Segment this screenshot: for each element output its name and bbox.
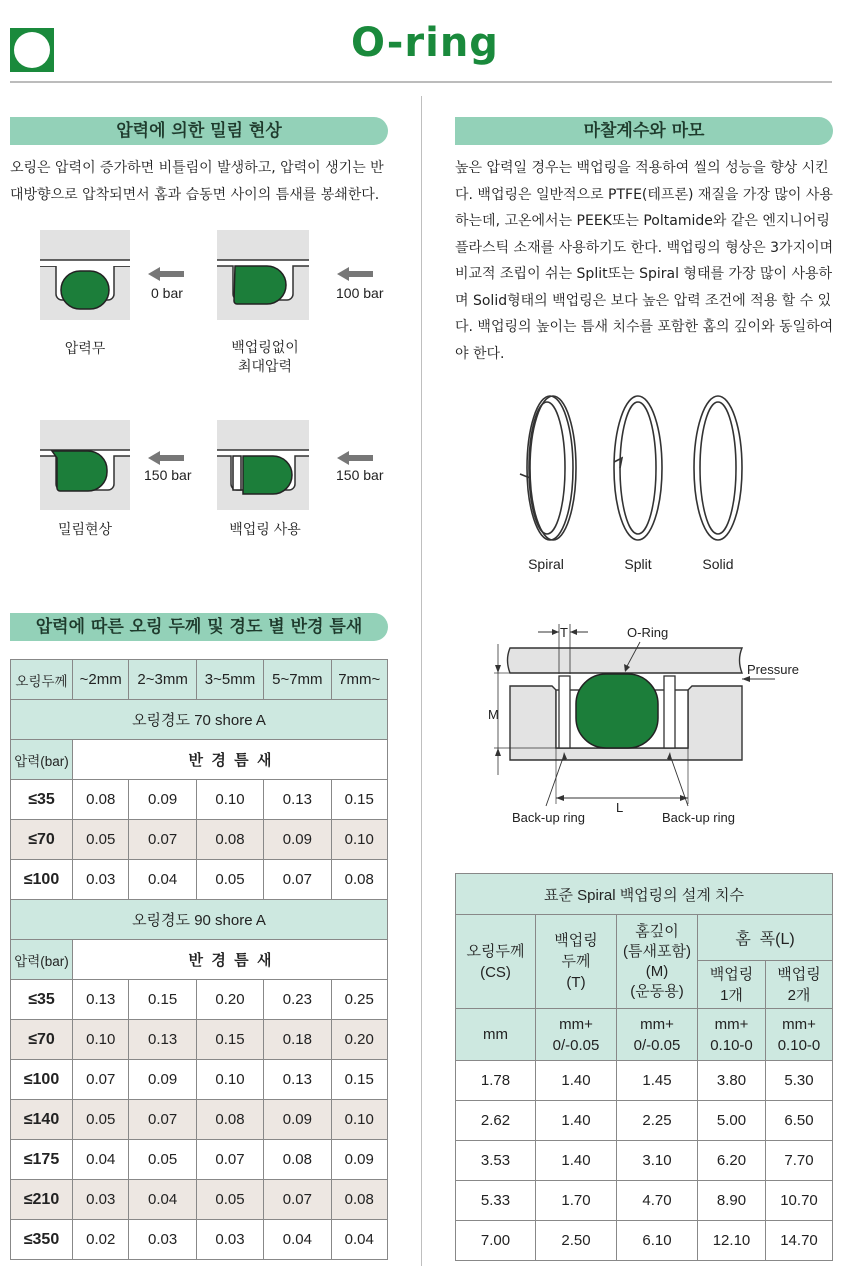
table-cell: 0.25 <box>331 980 387 1020</box>
pressure-label: 150 bar <box>336 467 384 483</box>
table-cell: 0.09 <box>129 780 196 820</box>
table-cell: 4.70 <box>617 1181 698 1221</box>
split-ring-icon <box>614 396 662 540</box>
column-header: 2~3mm <box>129 660 196 700</box>
arrow-icon <box>148 267 184 281</box>
table-cell: 0.13 <box>264 780 331 820</box>
table-cell: 0.13 <box>129 1020 196 1060</box>
table-cell: 0.09 <box>264 820 331 860</box>
group-title: 오링경도 70 shore A <box>11 700 388 740</box>
table-cell: 1.70 <box>536 1181 617 1221</box>
section-text-pressure-extrusion <box>10 155 390 208</box>
table-cell: 8.90 <box>698 1181 766 1221</box>
header-line: (M) <box>645 962 669 980</box>
text-line: 높은 압력일 경우는 백업링을 적용하여 씰의 성능을 향상 시킨 <box>455 160 829 176</box>
table-cell: 5.00 <box>698 1101 766 1141</box>
header-line: 1개 <box>720 986 743 1004</box>
table-cell: 0.04 <box>73 1140 129 1180</box>
dim-label-backup-left: Back-up ring <box>512 810 585 825</box>
table-cell: 0.15 <box>129 980 196 1020</box>
table-cell: 0.15 <box>331 780 387 820</box>
pressure-cell: ≤100 <box>11 860 73 900</box>
header-line: 두께 <box>561 953 591 970</box>
caption-line: 백업링 사용 <box>229 521 301 537</box>
table-cell: 14.70 <box>766 1221 833 1261</box>
table-cell: 6.50 <box>766 1101 833 1141</box>
title-divider <box>10 81 832 83</box>
table-cell: 0.08 <box>196 820 263 860</box>
header-m <box>617 915 698 1009</box>
table-cell: 6.10 <box>617 1221 698 1261</box>
text-line: 비교적 조립이 쉬는 Split또는 Spiral 형태를 가장 많이 사용하 <box>455 266 833 282</box>
header-line: 백업링 <box>777 965 821 983</box>
figure-with-backup-ring <box>217 420 309 510</box>
table-cell: 7.70 <box>766 1141 833 1181</box>
arrow-icon <box>148 451 184 465</box>
unit-cell: mm+ 0.10-0 <box>766 1009 833 1061</box>
table-cell: 0.07 <box>264 1180 331 1220</box>
text-line: 오링은 압력이 증가하면 비틀림이 발생하고, 압력이 생기는 반 <box>10 160 384 176</box>
table-cell: 0.10 <box>331 1100 387 1140</box>
dim-label-pressure: Pressure <box>747 662 800 677</box>
table-cell: 0.05 <box>129 1140 196 1180</box>
caption-line: 최대압력 <box>237 358 293 374</box>
dim-label-backup-right: Back-up ring <box>662 810 735 825</box>
pressure-cell: ≤175 <box>11 1140 73 1180</box>
table-cell: 0.20 <box>196 980 263 1020</box>
table-cell: 0.15 <box>331 1060 387 1100</box>
figure-caption <box>215 338 315 376</box>
pressure-cell: ≤140 <box>11 1100 73 1140</box>
caption-line: 백업링없이 <box>231 339 299 355</box>
header-thickness: 오링두께 <box>11 660 73 700</box>
table-cell: 0.13 <box>73 980 129 1020</box>
header-line: 백업링 <box>554 932 598 949</box>
table-cell: 0.07 <box>264 860 331 900</box>
unit-cell: mm+ 0/-0.05 <box>536 1009 617 1061</box>
table-cell: 0.04 <box>129 860 196 900</box>
table-cell: 3.53 <box>456 1141 536 1181</box>
text-line: 다. 백업링의 높이는 틈새 치수를 포함한 홈의 깊이와 동일하여 <box>455 319 834 335</box>
table-cell: 0.09 <box>331 1140 387 1180</box>
pressure-label: 150 bar <box>144 467 192 483</box>
radial-gap-table <box>10 659 388 1260</box>
table-cell: 0.03 <box>73 860 129 900</box>
arrow-icon <box>337 267 373 281</box>
pressure-label: 0 bar <box>151 285 183 301</box>
table-title: 표준 Spiral 백업링의 설계 치수 <box>456 874 833 915</box>
table-cell: 0.05 <box>73 1100 129 1140</box>
text-line: 다. 백업링은 일반적으로 PTFE(테프론) 재질을 가장 많이 사용 <box>455 186 833 203</box>
group-title: 오링경도 90 shore A <box>11 900 388 940</box>
unit-cell: mm <box>456 1009 536 1061</box>
table-cell: 3.10 <box>617 1141 698 1181</box>
column-header: ~2mm <box>73 660 129 700</box>
header-line: 백업링 <box>709 965 754 983</box>
table-cell: 0.18 <box>264 1020 331 1060</box>
column-header: 5~7mm <box>264 660 331 700</box>
pressure-cell: ≤210 <box>11 1180 73 1220</box>
pressure-header: 압력(bar) <box>11 740 73 780</box>
table-cell: 0.20 <box>331 1020 387 1060</box>
figure-caption <box>40 519 130 539</box>
table-cell: 1.78 <box>456 1061 536 1101</box>
column-divider <box>421 96 422 1266</box>
section-text-friction-wear <box>455 155 835 367</box>
table-cell: 1.45 <box>617 1061 698 1101</box>
text-line: 며 Solid형태의 백업링은 보다 높은 압력 조건에 적용 할 수 있 <box>455 292 832 309</box>
table-cell: 0.08 <box>196 1100 263 1140</box>
gap-header: 반 경 틈 새 <box>73 740 388 780</box>
table-cell: 0.07 <box>129 1100 196 1140</box>
table-cell: 0.03 <box>73 1180 129 1220</box>
pressure-cell: ≤350 <box>11 1220 73 1260</box>
solid-ring-icon <box>694 396 742 540</box>
caption-line: 압력무 <box>64 340 106 356</box>
header-l2 <box>766 961 833 1009</box>
table-cell: 0.03 <box>129 1220 196 1260</box>
gap-header: 반 경 틈 새 <box>73 940 388 980</box>
text-line: 플라스틱 소재를 사용하기도 한다. 백업링의 형상은 3가지이며 <box>455 239 834 256</box>
section-title-pressure-extrusion: 압력에 의한 밀림 현상 <box>10 117 388 145</box>
dim-label-t: T <box>560 625 568 640</box>
arrow-icon <box>337 451 373 465</box>
spiral-backup-design-table <box>455 873 833 1261</box>
text-line: 대방향으로 압착되면서 홈과 습동면 사이의 틈새를 봉쇄한다. <box>10 186 380 203</box>
pressure-cell: ≤70 <box>11 1020 73 1060</box>
table-cell: 0.05 <box>196 1180 263 1220</box>
table-cell: 6.20 <box>698 1141 766 1181</box>
pressure-cell: ≤100 <box>11 1060 73 1100</box>
spiral-ring-icon <box>520 396 576 540</box>
dim-label-l: L <box>616 800 624 815</box>
unit-cell: mm+ 0/-0.05 <box>617 1009 698 1061</box>
ring-label-split: Split <box>624 556 652 572</box>
table-cell: 0.07 <box>196 1140 263 1180</box>
table-cell: 7.00 <box>456 1221 536 1261</box>
table-cell: 1.40 <box>536 1141 617 1181</box>
groove-figures <box>0 230 420 560</box>
table-cell: 2.62 <box>456 1101 536 1141</box>
header-l1 <box>698 961 766 1009</box>
table-cell: 0.08 <box>331 1180 387 1220</box>
table-cell: 0.02 <box>73 1220 129 1260</box>
pressure-label: 100 bar <box>336 285 384 301</box>
table-cell: 12.10 <box>698 1221 766 1261</box>
table-cell: 0.04 <box>331 1220 387 1260</box>
header-line: 오링두께 <box>466 942 525 960</box>
header-l: 홈 폭(L) <box>698 915 833 961</box>
header-line: (T) <box>566 974 586 991</box>
table-cell: 0.10 <box>196 1060 263 1100</box>
pressure-header: 압력(bar) <box>11 940 73 980</box>
dim-label-m: M <box>488 707 499 722</box>
section-title-friction-wear: 마찰계수와 마모 <box>455 117 833 145</box>
table-cell: 0.10 <box>331 820 387 860</box>
column-header: 3~5mm <box>196 660 263 700</box>
text-line: 하는데, 고온에서는 PEEK또는 Poltamide와 같은 엔지니어링 <box>455 213 830 229</box>
header-line: (틈새포함) <box>623 942 691 960</box>
header-line: 홈깊이 <box>635 922 679 940</box>
dim-label-oring: O-Ring <box>627 625 669 640</box>
groove-dimension-diagram <box>480 620 820 830</box>
table-cell: 0.04 <box>264 1220 331 1260</box>
figure-max-pressure <box>217 230 309 320</box>
table-cell: 0.07 <box>73 1060 129 1100</box>
figure-caption <box>212 519 318 539</box>
figure-no-pressure <box>40 230 130 320</box>
header-cs <box>456 915 536 1009</box>
table-cell: 5.30 <box>766 1061 833 1101</box>
table-cell: 0.05 <box>196 860 263 900</box>
table-cell: 1.40 <box>536 1061 617 1101</box>
table-cell: 0.23 <box>264 980 331 1020</box>
table-cell: 2.25 <box>617 1101 698 1141</box>
table-cell: 0.05 <box>73 820 129 860</box>
table-cell: 0.15 <box>196 1020 263 1060</box>
header-line: 2개 <box>787 986 811 1004</box>
pressure-cell: ≤35 <box>11 780 73 820</box>
table-cell: 0.09 <box>264 1100 331 1140</box>
table-cell: 0.08 <box>264 1140 331 1180</box>
table-cell: 0.10 <box>196 780 263 820</box>
table-cell: 0.09 <box>129 1060 196 1100</box>
table-cell: 1.40 <box>536 1101 617 1141</box>
table-cell: 0.04 <box>129 1180 196 1220</box>
table-cell: 0.03 <box>196 1220 263 1260</box>
section-title-radial-gap: 압력에 따른 오링 두께 및 경도 별 반경 틈새 <box>10 613 388 641</box>
column-header: 7mm~ <box>331 660 387 700</box>
page-title: O-ring <box>351 20 499 66</box>
table-cell: 10.70 <box>766 1181 833 1221</box>
backup-ring-types <box>500 388 770 553</box>
table-cell: 5.33 <box>456 1181 536 1221</box>
header-t <box>536 915 617 1009</box>
text-line: 야 한다. <box>455 345 505 362</box>
table-cell: 0.13 <box>264 1060 331 1100</box>
table-cell: 0.08 <box>331 860 387 900</box>
unit-cell: mm+ 0.10-0 <box>698 1009 766 1061</box>
header-line: (CS) <box>480 963 511 981</box>
table-cell: 0.08 <box>73 780 129 820</box>
figure-caption <box>40 338 130 358</box>
ring-label-solid: Solid <box>702 556 734 572</box>
table-cell: 0.07 <box>129 820 196 860</box>
pressure-cell: ≤35 <box>11 980 73 1020</box>
caption-line: 밀림현상 <box>57 521 113 537</box>
table-cell: 2.50 <box>536 1221 617 1261</box>
header-line: (운동용) <box>630 982 684 1000</box>
table-cell: 0.10 <box>73 1020 129 1060</box>
ring-label-spiral: Spiral <box>528 556 564 572</box>
table-cell: 3.80 <box>698 1061 766 1101</box>
figure-extrusion <box>40 420 130 510</box>
pressure-cell: ≤70 <box>11 820 73 860</box>
